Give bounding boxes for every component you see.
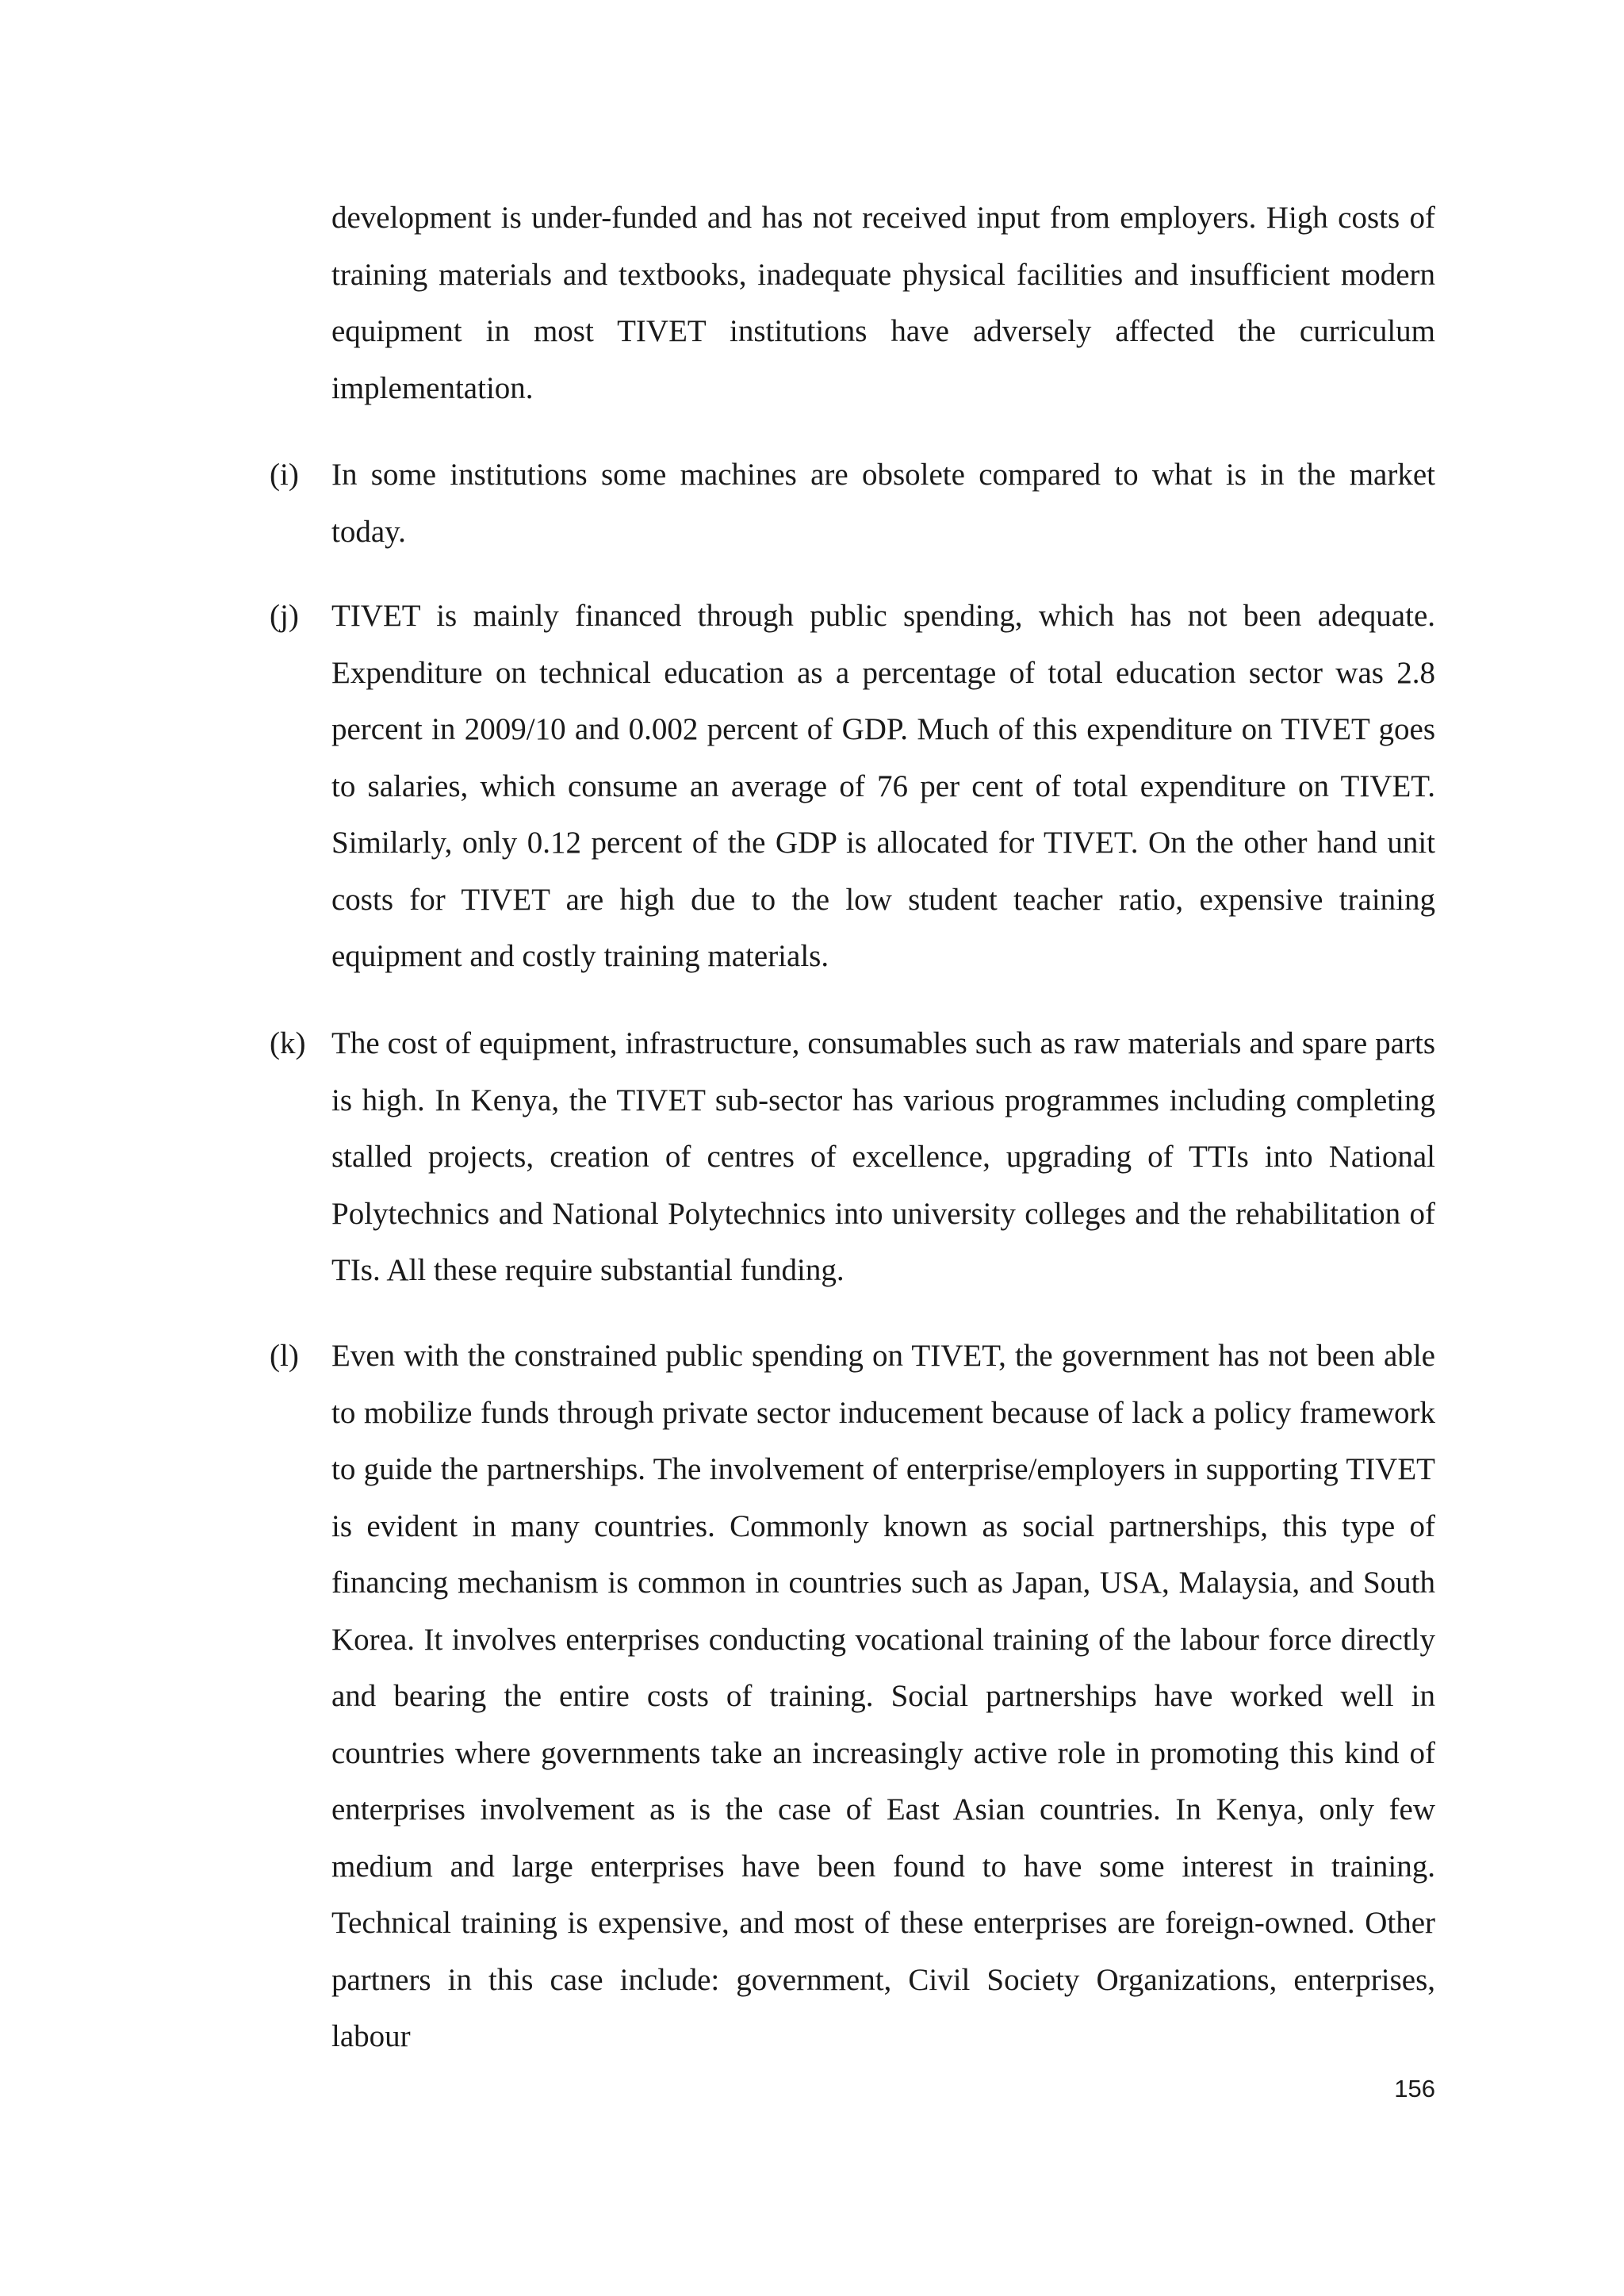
list-marker-i: (i) bbox=[270, 458, 299, 492]
page-number: 156 bbox=[1394, 2075, 1435, 2102]
list-item-j-text: TIVET is mainly financed through public spending, which has not been adequate. Expenditure on technical education as a percentage of total education sector was 2.8 percent in 2009/10 and 0.002 percent of GDP. Much of this expenditure on TIVET goes to salaries, which consume an average of 76 per cent of total expenditure on TIVET. Similarly, only 0.12 percent of the GDP is allocated for TIVET. On the other hand unit costs for TIVET are high due to the low student teacher ratio, expensive training equipment and costly training materials. bbox=[331, 599, 1435, 973]
continuation-paragraph: development is under-funded and has not received input from employers. High costs of training materials and textbooks, inadequate physical facilities and insufficient modern equipment in most TIVET institutions have adversely affected the curriculum implementation. bbox=[331, 201, 1435, 405]
list-marker-k: (k) bbox=[270, 1026, 306, 1060]
list-item-l-text: Even with the constrained public spending on TIVET, the government has not been able to mobilize funds through private sector inducement because of lack a policy framework to guide the partnerships. The involvement of enterprise/employers in supporting TIVET is evident in many countries. Commonly known as social partnerships, this type of financing mechanism is common in countries such as Japan, USA, Malaysia, and South Korea. It involves enterprises conducting vocational training of the labour force directly and bearing the entire costs of training. Social partnerships have worked well in countries where governments take an increasingly active role in promoting this kind of enterprises involvement as is the case of East Asian countries. In Kenya, only few medium and large enterprises have been found to have some interest in training. Technical training is expensive, and most of these enterprises are foreign-owned. Other partners in this case include: government, Civil Society Organizations, enterprises, labour bbox=[331, 1339, 1435, 2053]
list-item-k-text: The cost of equipment, infrastructure, consumables such as raw materials and spare parts is high. In Kenya, the TIVET sub-sector has various programmes including completing stalled projects, creation of centres of excellence, upgrading of TTIs into National Polytechnics and National Polytechnics into university colleges and the rehabilitation of TIs. All these require substantial funding. bbox=[331, 1026, 1435, 1287]
list-item-i-text: In some institutions some machines are obsolete compared to what is in the market today. bbox=[331, 458, 1435, 549]
list-marker-l: (l) bbox=[270, 1339, 299, 1373]
list-marker-j: (j) bbox=[270, 599, 299, 633]
